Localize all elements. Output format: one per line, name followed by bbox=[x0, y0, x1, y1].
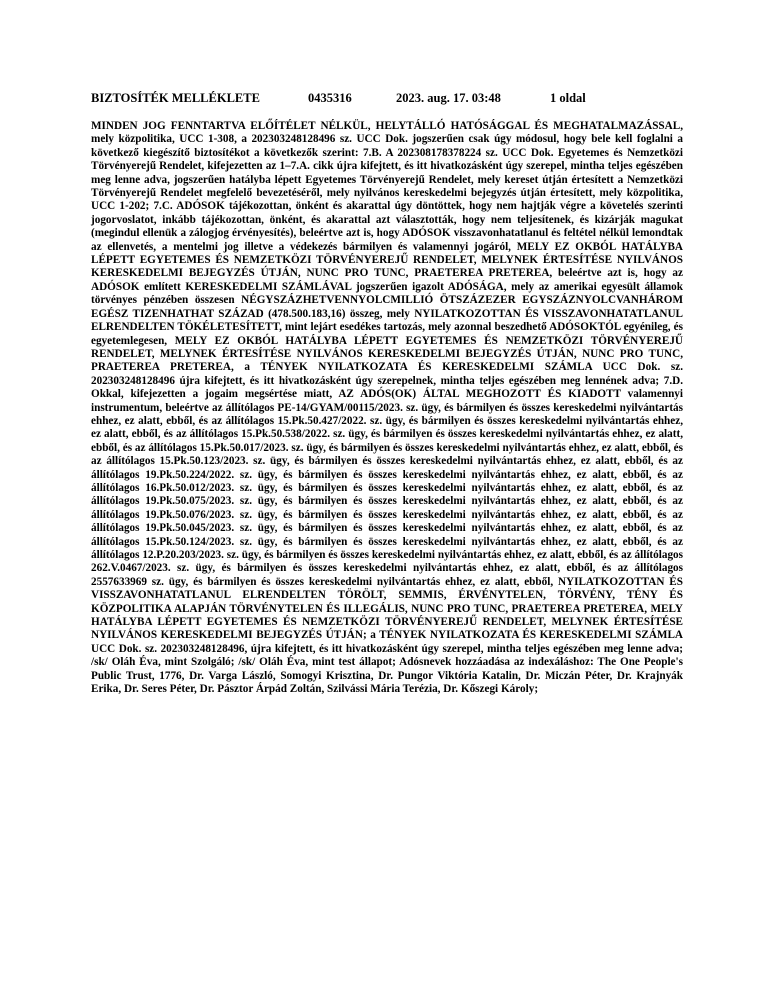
document-header bbox=[91, 90, 691, 106]
document-title: BIZTOSÍTÉK MELLÉKLETE bbox=[91, 91, 260, 105]
document-body: MINDEN JOG FENNTARTVA ELŐÍTÉLET NÉLKÜL, HELYTÁLLÓ HATÓSÁGGAL ÉS MEGHATALMAZÁSSAL, mely közpolitika, UCC 1-308, a 202303248128496 sz. UCC Dok. jogszerűen csak úgy módosul, hogy bele kell foglalni a következő kiegészítő biztosítékot a következők szerint: 7.B. A 202308178378224 sz. UCC Dok. Egyetemes és Nemzetközi Törvényerejű Rendelet, kifejezetten az 1–7.A. cikk újra kifejtett, és itt hivatkozásként úgy szerepel, mintha teljes egészében meg lenne adva, jogszerűen hatályba lépett Egyetemes Törvényerejű Rendelet, mely kereset útján értesített a Nemzetközi Törvényerejű Rendelet megfelelő bevezetéséről, mely nyilvános kereskedelmi bejegyzés útján értesített, mely közpolitika, UCC 1-202; 7.C. ADÓSOK tájékozottan, önként és akarattal úgy döntöttek, hogy nem hajtják végre a követelés szerinti jogorvoslatot, inkább tájékozottan, önként, és akarattal azt választották, hogy nem teljesítenek, és kizárják magukat (megindul ellenük a zálogjog érvényesítés), beleértve azt is, hogy ADÓSOK visszavonhatatlanul és feltétel nélkül lemondtak az ellenvetés, a mentelmi jog illetve a védekezés bármilyen és valamennyi jogáról, MELY EZ OKBÓL HATÁLYBA LÉPETT EGYETEMES ÉS NEMZETKÖZI TÖRVÉNYEREJŰ RENDELET, MELYNEK ÉRTESÍTÉSE NYILVÁNOS KERESKEDELMI BEJEGYZÉS ÚTJÁN, NUNC PRO TUNC, PRAETEREA PRETEREA, beleértve azt is, hogy az ADÓSOK említett KERESKEDELMI SZÁMLÁVAL jogszerűen igazolt ADÓSÁGA, mely az amerikai egyesült államok törvényes pénzében összesen NÉGYSZÁZHETVENNYOLCMILLIÓ ÖTSZÁZEZER EGYSZÁZNYOLCVANHÁROM EGÉSZ TIZENHATHAT SZÁZAD (478.500.183,16) összeg, mely NYILATKOZOTTAN ÉS VISSZAVONHATATLANUL ELRENDELTEN TÖKÉLETESÍTETT, mint lejárt esedékes tartozás, mely azonnal beszedhető ADÓSOKTÓL egyénileg, és egyetemlegesen, MELY EZ OKBÓL HATÁLYBA LÉPETT EGYETEMES ÉS NEMZETKÖZI TÖRVÉNYEREJŰ RENDELET, MELYNEK ÉRTESÍTÉSE NYILVÁNOS KERESKEDELMI BEJEGYZÉS ÚTJÁN, NUNC PRO TUNC, PRAETEREA PRETEREA, a TÉNYEK NYILATKOZATA ÉS KERESKEDELMI SZÁMLA UCC Dok. sz. 202303248128496 újra kifejtett, és itt hivatkozásként úgy szerepelnek, mintha teljes egészében meg lennének adva; 7.D. Okkal, kifejezetten a jogaim megsértése miatt, AZ ADÓS(OK) ÁLTAL MEGHOZOTT ÉS KIADOTT valamennyi instrumentum, beleértve az állítólagos PE-14/GYAM/00115/2023. sz. ügy, és bármilyen és összes kereskedelmi nyilvántartás ehhez, ez alatt, ebből, és az állítólagos 15.Pk.50.427/2022. sz. ügy, és bármilyen és összes kereskedelmi nyilvántartás ehhez, ez alatt, ebből, és az állítólagos 15.Pk.50.538/2022. sz. ügy, és bármilyen és összes kereskedelmi nyilvántartás ehhez, ez alatt, ebből, és az állítólagos 15.Pk.50.017/2023. sz. ügy, és bármilyen és összes kereskedelmi nyilvántartás ehhez, ez alatt, ebből, és az állítólagos 15.Pk.50.123/2023. sz. ügy, és bármilyen és összes kereskedelmi nyilvántartás ehhez, ez alatt, ebből, és az állítólagos 19.Pk.50.224/2022. sz. ügy, és bármilyen és összes kereskedelmi nyilvántartás ehhez, ez alatt, ebből, és az állítólagos 16.Pk.50.012/2023. sz. ügy, és bármilyen és összes kereskedelmi nyilvántartás ehhez, ez alatt, ebből, és az állítólagos 19.Pk.50.075/2023. sz. ügy, és bármilyen és összes kereskedelmi nyilvántartás ehhez, ez alatt, ebből, és az állítólagos 19.Pk.50.076/2023. sz. ügy, és bármilyen és összes kereskedelmi nyilvántartás ehhez, ez alatt, ebből, és az állítólagos 19.Pk.50.045/2023. sz. ügy, és bármilyen és összes kereskedelmi nyilvántartás ehhez, ez alatt, ebből, és az állítólagos 15.Pk.50.124/2023. sz. ügy, és bármilyen és összes kereskedelmi nyilvántartás ehhez, ez alatt, ebből, és az állítólagos 12.P.20.203/2023. sz. ügy, és bármilyen és összes kereskedelmi nyilvántartás ehhez, ez alatt, ebből, és az állítólagos 262.V.0467/2023. sz. ügy, és bármilyen és összes kereskedelmi nyilvántartás ehhez, ez alatt, ebből, és az állítólagos 2557633969 sz. ügy, és bármilyen és összes kereskedelmi nyilvántartás ehhez, ez alatt, ebből, NYILATKOZOTTAN ÉS VISSZAVONHATATLANUL ELRENDELTEN TÖRÖLT, SEMMIS, ÉRVÉNYTELEN, TÖRVÉNY, TÉNY ÉS KÖZPOLITIKA ALAPJÁN TÖRVÉNYTELEN ÉS ILLEGÁLIS, NUNC PRO TUNC, PRAETEREA PRETEREA, MELY HATÁLYBA LÉPETT EGYETEMES ÉS NEMZETKÖZI TÖRVÉNYEREJŰ RENDELET, MELYNEK ÉRTESÍTÉSE NYILVÁNOS KERESKEDELMI BEJEGYZÉS ÚTJÁN; a TÉNYEK NYILATKOZATA ÉS KERESKEDELMI SZÁMLA UCC Dok. sz. 202303248128496, újra kifejtett, és itt hivatkozásként úgy szerepel, mintha teljes egészében meg lenne adva; /sk/ Oláh Éva, mint Szolgáló; /sk/ Oláh Éva, mint test állapot; Adósnevek hozzáadása az indexáláshoz: The One People's Public Trust, 1776, Dr. Varga László, Somogyi Krisztina, Dr. Pungor Viktória Katalin, Dr. Miczán Péter, Dr. Krajnyák Erika, Dr. Seres Péter, Dr. Pásztor Árpád Zoltán, Szilvássi Mária Terézia, Dr. Kőszegi Károly; bbox=[91, 120, 683, 696]
document-number: 0435316 bbox=[308, 91, 352, 105]
page-indicator: 1 oldal bbox=[550, 91, 586, 105]
document-datetime: 2023. aug. 17. 03:48 bbox=[396, 91, 501, 105]
